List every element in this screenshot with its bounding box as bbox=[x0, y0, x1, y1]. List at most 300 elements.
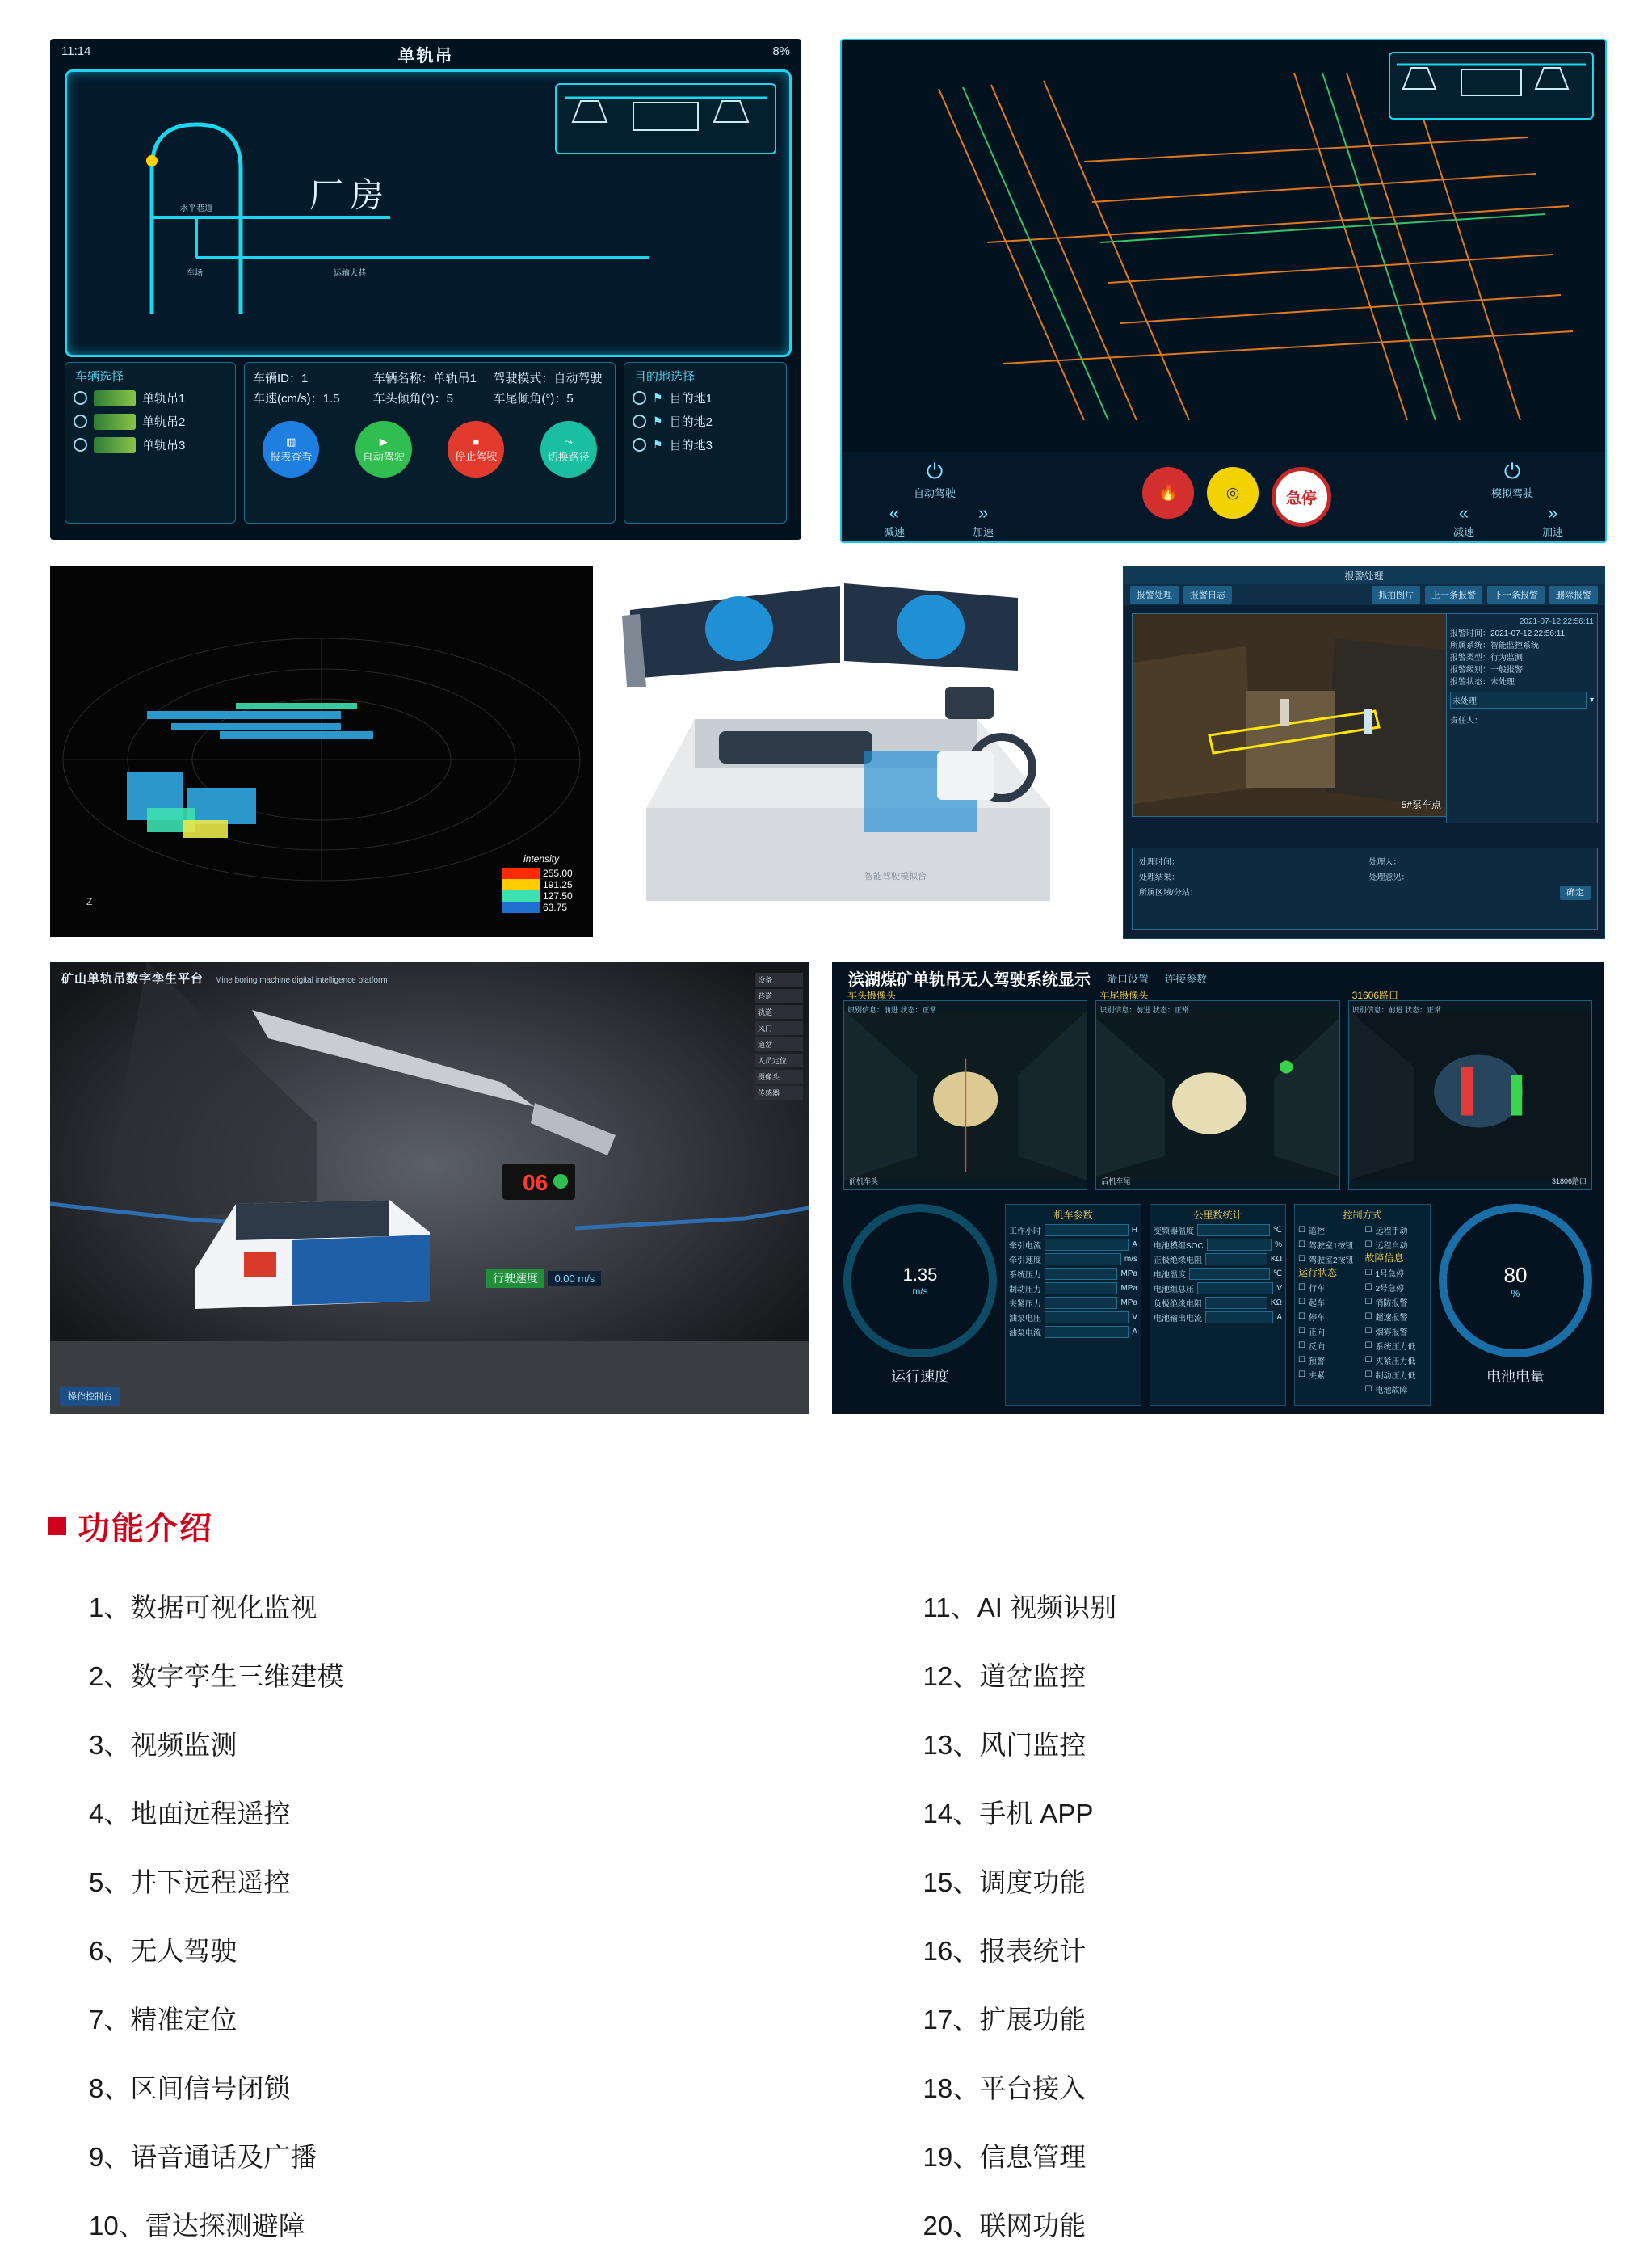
layer-item[interactable]: 道岔 bbox=[755, 1037, 803, 1051]
console-button[interactable]: 操作控制台 bbox=[60, 1387, 120, 1406]
next-alarm-button[interactable]: 下一条报警 bbox=[1487, 586, 1545, 604]
feature-item: 2、数字孪生三维建模 bbox=[89, 1661, 344, 1691]
horn-button[interactable] bbox=[1207, 467, 1259, 519]
fault-item bbox=[1365, 1325, 1427, 1337]
decelerate-left-button[interactable] bbox=[858, 503, 931, 539]
battery-params bbox=[1150, 1204, 1286, 1406]
layer-item[interactable]: 轨道 bbox=[755, 1005, 803, 1019]
feature-item: 19、信息管理 bbox=[923, 2142, 1087, 2172]
detail-label: 报警类型： bbox=[1450, 654, 1490, 663]
menu-connection-params[interactable]: 连接参数 bbox=[1165, 972, 1208, 985]
checkbox-icon[interactable]: ☐ bbox=[1364, 1327, 1372, 1336]
speed-gauge-group bbox=[843, 1204, 997, 1406]
route-icon: ⤳ bbox=[564, 435, 573, 448]
status-battery: 8% bbox=[772, 44, 790, 58]
submit-button[interactable]: 确定 bbox=[1560, 886, 1591, 900]
detail-row bbox=[1450, 663, 1594, 675]
form-row[interactable] bbox=[1369, 855, 1591, 867]
fault-label: 远程自动 bbox=[1375, 1242, 1408, 1251]
vehicle-option[interactable] bbox=[65, 433, 235, 457]
checkbox-icon[interactable]: ☐ bbox=[1298, 1255, 1305, 1264]
checkbox-icon[interactable]: ☐ bbox=[1364, 1312, 1372, 1321]
detail-row bbox=[1450, 650, 1594, 663]
info-value: 1.5 bbox=[322, 392, 340, 406]
axis-label: Z bbox=[86, 896, 93, 907]
param-label: 变频器温度 bbox=[1154, 1227, 1194, 1236]
checkbox-icon[interactable]: ☐ bbox=[1298, 1298, 1305, 1307]
decelerate-label: 减速 bbox=[883, 526, 905, 538]
checkbox-icon[interactable]: ☐ bbox=[1364, 1226, 1372, 1235]
menu-port-settings[interactable]: 端口设置 bbox=[1107, 972, 1150, 985]
layer-item[interactable]: 风门 bbox=[755, 1021, 803, 1035]
page-title: 单轨吊 bbox=[397, 47, 454, 65]
digital-twin-panel bbox=[50, 962, 809, 1414]
mode-item bbox=[1298, 1224, 1360, 1236]
param-row bbox=[1154, 1224, 1282, 1236]
accelerate-left-button[interactable] bbox=[947, 503, 1019, 539]
info-cell bbox=[373, 389, 487, 406]
param-row bbox=[1154, 1282, 1282, 1294]
checkbox-icon[interactable]: ☐ bbox=[1364, 1240, 1372, 1249]
twin-subtitle: Mine boring machine digital intelligence platform bbox=[215, 976, 388, 985]
detail-value: 2021-07-12 22:56:11 bbox=[1490, 629, 1566, 638]
battery-gauge bbox=[1439, 1204, 1592, 1357]
checkbox-icon[interactable]: ☐ bbox=[1364, 1269, 1372, 1277]
param-value[interactable] bbox=[1189, 1268, 1270, 1280]
fault-label: 2号急停 bbox=[1375, 1285, 1405, 1294]
auto-drive-control[interactable] bbox=[898, 459, 971, 500]
checkbox-icon[interactable]: ☐ bbox=[1364, 1341, 1372, 1350]
checkbox-icon[interactable]: ☐ bbox=[1364, 1370, 1372, 1379]
checkbox-icon[interactable]: ☐ bbox=[1298, 1283, 1305, 1292]
param-unit: % bbox=[1275, 1240, 1282, 1249]
camera-rear[interactable] bbox=[1095, 990, 1339, 1190]
form-label: 处理人： bbox=[1368, 858, 1402, 867]
camera-front-frame bbox=[844, 1001, 1087, 1189]
mode-label: 正向 bbox=[1308, 1328, 1325, 1337]
param-label: 负极绝缘电阻 bbox=[1154, 1300, 1202, 1309]
legend-value: 255.00 bbox=[543, 868, 573, 879]
info-value: 自动驾驶 bbox=[553, 372, 603, 385]
fault-label: 电池故障 bbox=[1375, 1387, 1408, 1395]
checkbox-icon[interactable]: ☐ bbox=[1298, 1240, 1305, 1249]
fault-label: 系统压力低 bbox=[1375, 1343, 1416, 1352]
dashboard-row bbox=[843, 1204, 1592, 1406]
param-row bbox=[1154, 1311, 1282, 1323]
param-unit: H bbox=[1131, 1226, 1137, 1235]
form-label: 处理结果： bbox=[1139, 873, 1179, 882]
checkbox-icon[interactable]: ☐ bbox=[1298, 1226, 1305, 1235]
info-label: 车速(cm/s)： bbox=[253, 392, 323, 406]
alarm-toolbar bbox=[1124, 584, 1604, 605]
vehicle-legend-icon bbox=[557, 85, 775, 153]
accelerate-right-button[interactable] bbox=[1516, 503, 1589, 539]
fault-label: 夹紧压力低 bbox=[1375, 1357, 1416, 1366]
decelerate-right-button[interactable] bbox=[1427, 503, 1500, 539]
vehicle-option[interactable] bbox=[65, 410, 235, 433]
radio-icon[interactable] bbox=[74, 438, 87, 452]
chevron-left-icon: « bbox=[1458, 503, 1469, 523]
delete-alarm-button[interactable]: 删除报警 bbox=[1549, 586, 1598, 604]
param-value[interactable] bbox=[1045, 1224, 1129, 1236]
checkbox-icon[interactable]: ☐ bbox=[1364, 1298, 1372, 1307]
radio-icon[interactable] bbox=[74, 391, 87, 405]
stop-drive-button[interactable] bbox=[448, 421, 504, 478]
param-label: 工作小时 bbox=[1009, 1227, 1041, 1236]
vehicle-legend bbox=[555, 83, 776, 154]
fault-item bbox=[1365, 1340, 1427, 1352]
feature-item: 4、地面远程遥控 bbox=[89, 1799, 291, 1828]
alarm-video[interactable] bbox=[1132, 613, 1448, 817]
legend-swatch bbox=[502, 879, 540, 890]
mode-item bbox=[1298, 1239, 1360, 1251]
checkbox-icon[interactable]: ☐ bbox=[1364, 1283, 1372, 1292]
layer-item[interactable]: 传感器 bbox=[755, 1086, 803, 1100]
info-label: 车辆名称： bbox=[372, 372, 434, 385]
param-value[interactable] bbox=[1205, 1253, 1267, 1265]
info-value: 5 bbox=[566, 392, 574, 406]
param-label: 油泵电压 bbox=[1009, 1315, 1041, 1323]
fire-icon: 🔥 bbox=[1142, 467, 1194, 519]
layer-item[interactable]: 摄像头 bbox=[755, 1070, 803, 1084]
param-value[interactable] bbox=[1045, 1297, 1117, 1309]
alarm-form bbox=[1132, 848, 1598, 930]
info-cell bbox=[493, 369, 607, 386]
checkbox-icon[interactable]: ☐ bbox=[1298, 1341, 1305, 1350]
prev-alarm-button[interactable]: 上一条报警 bbox=[1425, 586, 1482, 604]
param-unit: A bbox=[1276, 1313, 1282, 1322]
param-value[interactable] bbox=[1045, 1268, 1117, 1280]
chevron-right-icon: » bbox=[977, 503, 989, 523]
destination-option[interactable] bbox=[624, 410, 786, 433]
param-label: 牵引速度 bbox=[1009, 1256, 1041, 1265]
run-state-title: 运行状态 bbox=[1298, 1267, 1338, 1278]
vehicle-icon bbox=[94, 414, 136, 430]
checkbox-icon[interactable]: ☐ bbox=[1298, 1327, 1305, 1336]
info-value: 1 bbox=[301, 372, 309, 385]
param-unit: ℃ bbox=[1272, 1226, 1282, 1235]
vehicle-select-section bbox=[65, 362, 236, 524]
twin-scene bbox=[50, 962, 809, 1414]
layer-item[interactable]: 巷道 bbox=[755, 989, 803, 1003]
param-value[interactable] bbox=[1045, 1311, 1129, 1323]
auto-drive-label: 自动驾驶 bbox=[362, 450, 405, 463]
twin-layer-list[interactable] bbox=[755, 973, 803, 1102]
param-label: 制动压力 bbox=[1009, 1286, 1041, 1294]
auto-drive-button[interactable] bbox=[355, 421, 412, 478]
camera-front-caption: 前机车头 bbox=[849, 1177, 879, 1185]
vehicle-legend-icon bbox=[1390, 53, 1592, 118]
param-unit: KΩ bbox=[1270, 1255, 1282, 1264]
feature-item: 5、井下远程遥控 bbox=[89, 1867, 291, 1897]
flag-icon: ⚑ bbox=[653, 438, 663, 451]
alarm-video-frame bbox=[1133, 614, 1448, 816]
camera-rear-label: 车尾摄像头 bbox=[1099, 990, 1149, 1001]
tab-alarm-log[interactable]: 报警日志 bbox=[1183, 586, 1232, 604]
info-label: 驾驶模式： bbox=[493, 372, 554, 385]
feature-item: 15、调度功能 bbox=[923, 1867, 1087, 1897]
feature-item: 6、无人驾驶 bbox=[89, 1936, 238, 1966]
mode-item bbox=[1298, 1296, 1360, 1308]
handle-status-select[interactable] bbox=[1450, 692, 1594, 709]
features-left-column bbox=[0, 1573, 818, 2260]
speed-gauge-unit: m/s bbox=[912, 1286, 928, 1297]
responsible-label: 责任人： bbox=[1450, 717, 1482, 726]
power-icon: ⏻ bbox=[926, 459, 944, 483]
form-row[interactable] bbox=[1369, 870, 1591, 882]
speed-badge-text: 06 bbox=[523, 1170, 549, 1195]
legend-value: 191.25 bbox=[543, 879, 573, 890]
param-row bbox=[1154, 1297, 1282, 1309]
info-label: 车头倾角(°)： bbox=[372, 392, 447, 406]
destination-option[interactable] bbox=[624, 433, 786, 457]
camera-rear-info: 识别信息：前进 状态：正常 bbox=[1099, 1006, 1189, 1014]
destination-option[interactable] bbox=[624, 386, 786, 410]
camera-junction[interactable] bbox=[1348, 990, 1592, 1190]
param-row bbox=[1009, 1253, 1137, 1265]
checkbox-icon[interactable]: ☐ bbox=[1298, 1312, 1305, 1321]
vehicle-option[interactable] bbox=[65, 386, 235, 410]
param-value[interactable] bbox=[1045, 1282, 1117, 1294]
param-label: 油泵电流 bbox=[1009, 1329, 1041, 1338]
accelerate-label: 加速 bbox=[972, 526, 994, 538]
switch-route-button[interactable] bbox=[540, 421, 597, 478]
detail-label: 报警状态： bbox=[1450, 678, 1490, 687]
fault-title: 故障信息 bbox=[1364, 1252, 1404, 1264]
video-caption: 5#泵车点 bbox=[1401, 799, 1441, 810]
fault-item bbox=[1365, 1354, 1427, 1366]
capture-button[interactable]: 抓拍图片 bbox=[1372, 586, 1420, 604]
power-icon: ⏻ bbox=[1503, 459, 1521, 483]
map-area-label: 厂房 bbox=[309, 176, 391, 214]
action-button-row bbox=[245, 413, 615, 478]
info-cell bbox=[253, 389, 367, 406]
feature-item: 17、扩展功能 bbox=[923, 2005, 1087, 2035]
camera-front[interactable] bbox=[843, 990, 1087, 1190]
speed-label: 行驶速度 bbox=[486, 1269, 544, 1288]
mode-item bbox=[1298, 1325, 1360, 1337]
param-value[interactable] bbox=[1205, 1297, 1267, 1309]
svg-text:运输大巷: 运输大巷 bbox=[334, 269, 366, 278]
mode-label: 驾驶室2按钮 bbox=[1308, 1256, 1354, 1265]
camera-junction-label: 31606路口 bbox=[1351, 990, 1399, 1001]
param-unit: m/s bbox=[1124, 1255, 1137, 1264]
vehicle-legend bbox=[1389, 52, 1594, 120]
legend-swatch bbox=[502, 890, 540, 902]
feature-item: 12、道岔监控 bbox=[923, 1661, 1087, 1691]
system-header bbox=[832, 962, 1604, 994]
fault-label: 超速报警 bbox=[1375, 1314, 1408, 1323]
param-row bbox=[1009, 1282, 1137, 1294]
vehicle-select-title: 车辆选择 bbox=[75, 370, 124, 384]
info-label: 车尾倾角(°)： bbox=[493, 392, 567, 406]
param-value[interactable] bbox=[1207, 1239, 1272, 1251]
estop-icon bbox=[1272, 467, 1331, 527]
twin-title: 矿山单轨吊数字孪生平台 bbox=[61, 972, 204, 986]
radio-icon[interactable] bbox=[633, 391, 646, 405]
param-value[interactable] bbox=[1045, 1239, 1129, 1251]
mode-item bbox=[1298, 1281, 1360, 1294]
feature-item: 13、风门监控 bbox=[923, 1730, 1087, 1760]
param-row bbox=[1154, 1268, 1282, 1280]
param-unit: A bbox=[1132, 1328, 1137, 1336]
battery-gauge-label: 电池电量 bbox=[1486, 1369, 1545, 1385]
alarm-detail-panel bbox=[1446, 613, 1598, 823]
form-label: 处理时间： bbox=[1139, 858, 1179, 867]
checkbox-icon[interactable]: ☐ bbox=[1364, 1385, 1372, 1394]
track-map[interactable] bbox=[65, 69, 792, 357]
mode-label: 行车 bbox=[1308, 1285, 1325, 1294]
fault-item bbox=[1365, 1383, 1427, 1395]
vehicle-info-section bbox=[244, 362, 616, 524]
features-columns bbox=[0, 1573, 1652, 2260]
tunnel-control-bar bbox=[842, 452, 1605, 541]
param-value[interactable] bbox=[1045, 1326, 1129, 1338]
form-row[interactable] bbox=[1139, 855, 1361, 867]
mode-label: 驾驶室1按钮 bbox=[1308, 1242, 1354, 1251]
handle-status-value: 未处理 bbox=[1450, 692, 1587, 709]
mode-label: 遥控 bbox=[1308, 1227, 1325, 1236]
form-row[interactable] bbox=[1139, 886, 1361, 898]
svg-text:水平巷道: 水平巷道 bbox=[180, 204, 212, 213]
radio-icon[interactable] bbox=[633, 415, 646, 428]
accelerate-label: 加速 bbox=[1541, 526, 1563, 538]
param-value[interactable] bbox=[1197, 1282, 1273, 1294]
sim-drive-control[interactable] bbox=[1476, 459, 1549, 500]
camera-junction-info: 识别信息：前进 状态：正常 bbox=[1351, 1006, 1442, 1014]
checkbox-icon[interactable]: ☐ bbox=[1298, 1356, 1305, 1365]
checkbox-icon[interactable]: ☐ bbox=[1364, 1356, 1372, 1365]
control-mode-box bbox=[1294, 1204, 1431, 1406]
radio-icon[interactable] bbox=[74, 415, 87, 428]
fault-label: 消防报警 bbox=[1375, 1299, 1408, 1308]
loco-params bbox=[1005, 1204, 1141, 1406]
svg-text:车场: 车场 bbox=[187, 269, 203, 278]
horn-icon: ◎ bbox=[1207, 467, 1259, 519]
camera-junction-caption: 31806路口 bbox=[1551, 1177, 1587, 1185]
param-label: 系统压力 bbox=[1009, 1271, 1041, 1280]
param-unit: MPa bbox=[1120, 1269, 1137, 1278]
feature-item: 16、报表统计 bbox=[923, 1936, 1087, 1966]
simulator-caption-text: 智能驾驶模拟台 bbox=[864, 872, 927, 882]
sim-drive-label: 模拟驾驶 bbox=[1490, 487, 1533, 499]
bullet-square-icon bbox=[48, 1517, 66, 1535]
form-label: 所属区域/分站： bbox=[1139, 889, 1198, 898]
pointcloud-panel bbox=[50, 566, 593, 937]
vehicle-icon bbox=[94, 390, 136, 406]
camera-rear-caption: 后机车尾 bbox=[1101, 1177, 1131, 1185]
emergency-stop-button[interactable] bbox=[1272, 467, 1331, 527]
battery-params-title: 公里数统计 bbox=[1193, 1210, 1242, 1221]
mode-item bbox=[1298, 1369, 1360, 1381]
detail-value: 行为监测 bbox=[1490, 654, 1523, 663]
intensity-legend bbox=[502, 853, 580, 913]
legend-value: 127.50 bbox=[543, 890, 573, 902]
speed-value: 0.00 m/s bbox=[548, 1271, 601, 1286]
feature-item: 9、语音通话及广播 bbox=[89, 2142, 317, 2172]
speed-gauge bbox=[843, 1204, 997, 1357]
info-cell bbox=[373, 369, 487, 386]
mode-item bbox=[1298, 1340, 1360, 1352]
radio-icon[interactable] bbox=[633, 438, 646, 452]
vehicle-label: 单轨吊2 bbox=[142, 415, 186, 429]
feature-item: 20、联网功能 bbox=[923, 2211, 1087, 2241]
tab-alarm-handle[interactable]: 报警处理 bbox=[1130, 586, 1179, 604]
param-label: 电池温度 bbox=[1154, 1271, 1186, 1280]
camera-rear-frame bbox=[1096, 1001, 1339, 1189]
fault-item bbox=[1365, 1267, 1427, 1279]
fault-label: 烟雾报警 bbox=[1375, 1328, 1408, 1337]
camera-row bbox=[843, 990, 1592, 1190]
battery-gauge-group bbox=[1439, 1204, 1592, 1406]
play-icon: ▶ bbox=[379, 435, 388, 448]
fault-item bbox=[1365, 1311, 1427, 1323]
param-unit: MPa bbox=[1120, 1284, 1137, 1293]
param-unit: KΩ bbox=[1270, 1298, 1282, 1307]
layer-item[interactable]: 设备 bbox=[755, 973, 803, 987]
flag-icon: ⚑ bbox=[653, 391, 663, 404]
window-title: 报警处理 bbox=[1124, 566, 1604, 584]
destination-label: 目的地1 bbox=[669, 392, 713, 406]
report-button-label: 报表查看 bbox=[270, 450, 313, 463]
chevron-down-icon[interactable]: ▾ bbox=[1589, 696, 1594, 705]
param-row bbox=[1009, 1311, 1137, 1323]
param-label: 电池模组SOC bbox=[1154, 1242, 1204, 1251]
param-value[interactable] bbox=[1045, 1253, 1121, 1265]
control-mode-title: 控制方式 bbox=[1343, 1210, 1382, 1221]
checkbox-icon[interactable]: ☐ bbox=[1298, 1370, 1305, 1379]
twin-title-group bbox=[61, 970, 388, 987]
detail-row bbox=[1450, 638, 1594, 650]
detail-label: 报警级别： bbox=[1450, 666, 1490, 675]
param-value[interactable] bbox=[1205, 1311, 1273, 1323]
param-value[interactable] bbox=[1197, 1224, 1270, 1236]
layer-item[interactable]: 人员定位 bbox=[755, 1054, 803, 1067]
param-label: 牵引电流 bbox=[1009, 1242, 1041, 1251]
detail-value: 未处理 bbox=[1490, 678, 1515, 687]
param-row bbox=[1154, 1239, 1282, 1251]
camera-front-info: 识别信息：前进 状态：正常 bbox=[847, 1006, 937, 1014]
detail-row bbox=[1450, 675, 1594, 687]
switch-route-label: 切换路径 bbox=[547, 450, 590, 463]
camera-junction-frame bbox=[1349, 1001, 1591, 1189]
fire-button[interactable] bbox=[1142, 467, 1194, 519]
param-row bbox=[1009, 1239, 1137, 1251]
feature-item: 3、视频监测 bbox=[89, 1730, 238, 1760]
info-value: 单轨吊1 bbox=[433, 372, 477, 385]
param-row bbox=[1009, 1224, 1137, 1236]
destination-label: 目的地2 bbox=[669, 415, 713, 429]
simulator-panel bbox=[598, 566, 1119, 937]
param-label: 正极绝缘电阻 bbox=[1154, 1256, 1202, 1265]
param-unit: MPa bbox=[1120, 1298, 1137, 1307]
detail-row bbox=[1450, 626, 1594, 638]
param-unit: V bbox=[1276, 1284, 1282, 1293]
feature-item: 8、区间信号闭锁 bbox=[89, 2073, 291, 2103]
param-label: 电池组总压 bbox=[1154, 1286, 1194, 1294]
feature-item: 1、数据可视化监视 bbox=[89, 1593, 317, 1622]
chevron-left-icon: « bbox=[889, 503, 900, 523]
mode-item bbox=[1298, 1311, 1360, 1323]
detail-value: 智能监控系统 bbox=[1490, 642, 1539, 650]
form-row[interactable] bbox=[1139, 870, 1361, 882]
status-time: 11:14 bbox=[61, 44, 91, 58]
report-button[interactable] bbox=[263, 421, 319, 478]
camera-front-label: 车头摄像头 bbox=[847, 990, 897, 1001]
info-cell bbox=[493, 389, 607, 406]
mode-label: 停车 bbox=[1308, 1314, 1325, 1323]
fault-item bbox=[1365, 1296, 1427, 1308]
